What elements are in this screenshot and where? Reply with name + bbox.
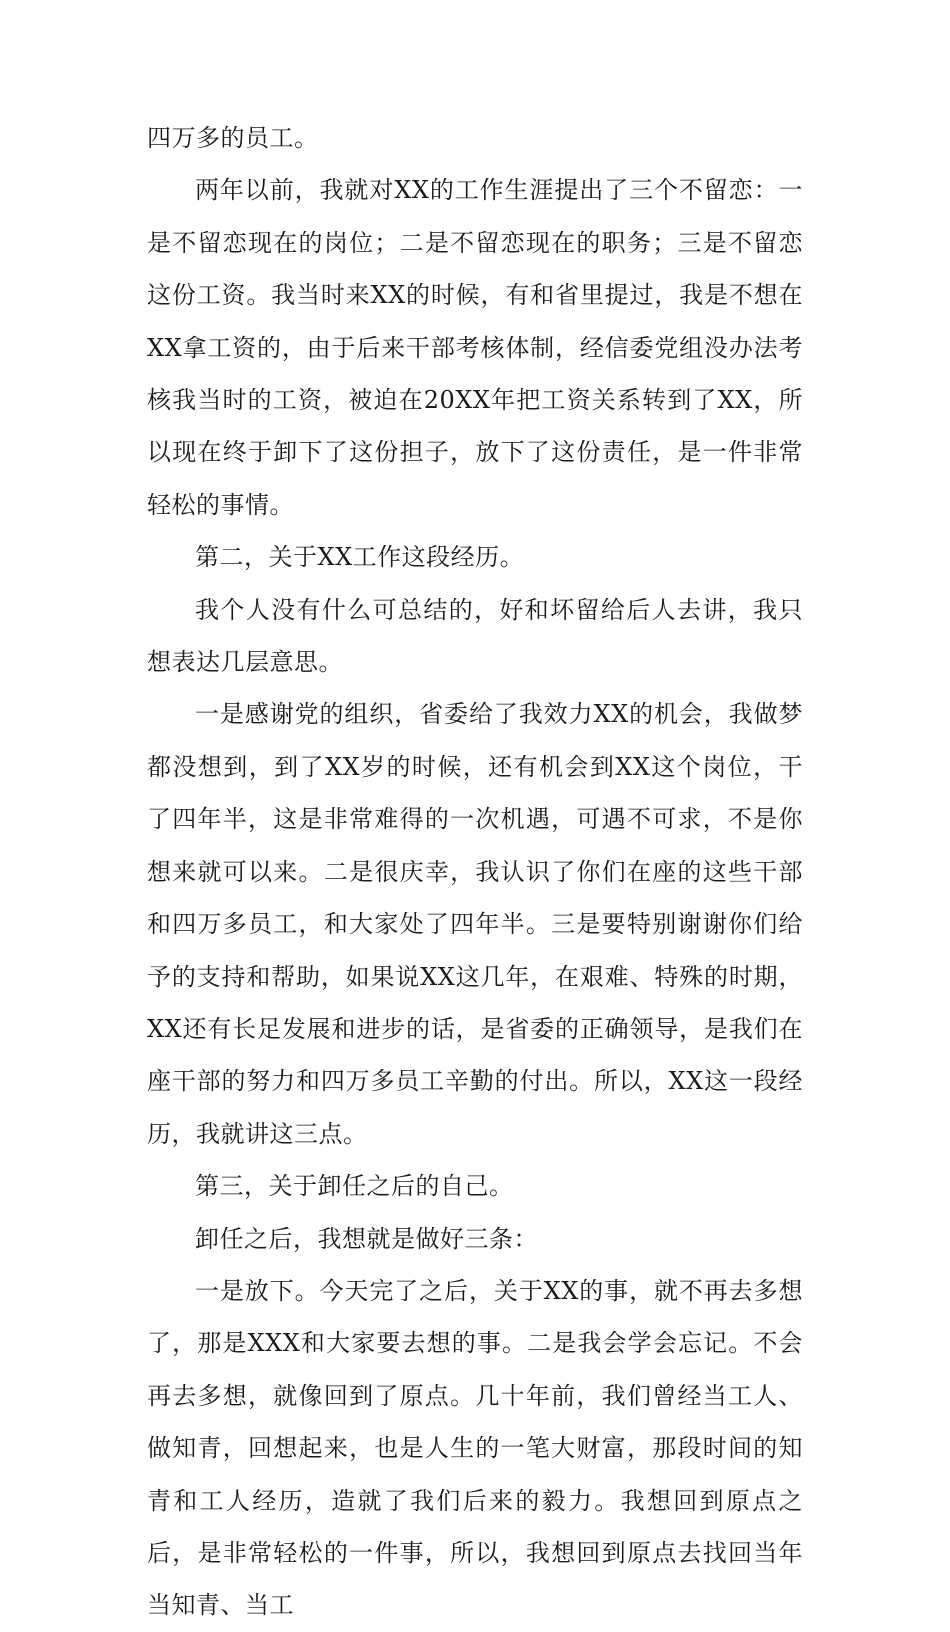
paragraph-7: 卸任之后，我想就是做好三条： — [195, 1224, 538, 1253]
paragraph-6-heading: 第三，关于卸任之后的自己。 — [195, 1172, 514, 1201]
document-page — [147, 112, 803, 1632]
paragraph-3-heading: 第二，关于XX工作这段经历。 — [195, 543, 525, 572]
paragraph-4: 我个人没有什么可总结的，好和坏留给后人去讲，我只想表达几层意思。 — [147, 595, 803, 677]
paragraph-8: 一是放下。今天完了之后，关于XX的事，就不再去多想了，那是XXX和大家要去想的事。二是我会学会忘记。不会再去多想，就像回到了原点。几十年前，我们曾经当工人、做知青，回想起来，也是人生的一笔大财富，那段时间的知青和工人经历，造就了我们后来的毅力。我想回到原点之后，是非常轻松的一件事，所以，我想回到原点去找回当年当知青、当工 — [147, 1276, 803, 1620]
paragraph-1: 四万多的员工。 — [147, 124, 319, 152]
paragraph-5: 一是感谢党的组织，省委给了我效力XX的机会，我做梦都没想到，到了XX岁的时候，还有机会到XX这个岗位，干了四年半，这是非常难得的一次机遇，可遇不可求，不是你想来就可以来。二是很庆幸，我认识了你们在座的这些干部和四万多员工，和大家处了四年半。三是要特别谢谢你们给予的支持和帮助，如果说XX这几年，在艰难、特殊的时期，XX还有长足发展和进步的话，是省委的正确领导，是我们在座干部的努力和四万多员工辛勤的付出。所以，XX这一段经历，我就讲这三点。 — [147, 700, 803, 1148]
paragraph-2: 两年以前，我就对XX的工作生涯提出了三个不留恋：一是不留恋现在的岗位；二是不留恋现在的职务；三是不留恋这份工资。我当时来XX的时候，有和省里提过，我是不想在XX拿工资的，由于后来干部考核体制，经信委党组没办法考核我当时的工资，被迫在20XX年把工资关系转到了XX，所以现在终于卸下了这份担子，放下了这份责任，是一件非常轻松的事情。 — [147, 176, 803, 519]
